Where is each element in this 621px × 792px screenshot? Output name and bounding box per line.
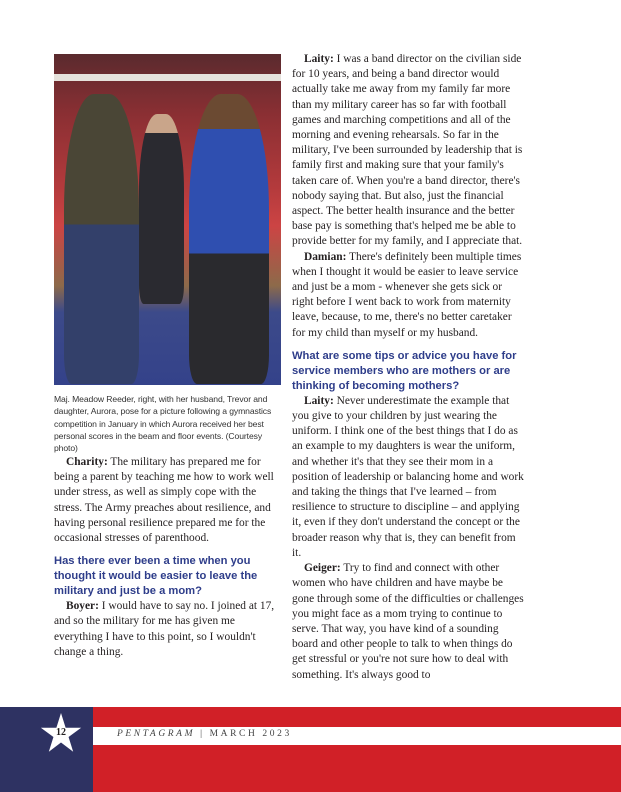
paragraph-text: Try to find and connect with other women who have children and have maybe be gone through some of the difficulties or challenges you might face as a mom trying to continue to serve. That way, you have kind of a sounding board and other people to talk to when things do get stressful or you're not sure how to deal with something. It's always good to [292, 562, 524, 681]
paragraph-text: I was a band director on the civilian side for 10 years, and being a band director would actually take me away from my family far more than my military career has so far with football games and marching competitions and all of the morning and evening rehearsals. So far in the military, I've been surrounded by leadership that is family first and making sure that your family's taken care of. When you're a band director, there's nobody saying that. But also, just the financial aspect. The better health insurance and the better base pay is something that's helped me be able to provide better for my family, and I appreciate that. [292, 53, 523, 248]
paragraph [292, 52, 526, 250]
speaker-name: Laity: [304, 53, 334, 65]
paragraph-text: There's definitely been multiple times when I thought it would be easier to leave service and just be a mom - whenever she gets sick or right before I went back to work from maternity leave, because, to me, there's no better caretaker for my child than myself or my husband. [292, 250, 522, 339]
question-heading: Has there ever been a time when you thought it would be easier to leave the military and just be a mom? [54, 555, 258, 598]
question-heading: What are some tips or advice you have for service members who are mothers or are thinking of becoming mothers? [292, 349, 517, 392]
separator: | [200, 729, 205, 739]
paragraph [54, 455, 286, 546]
paragraph-text: I would have to say no. I joined at 17, and so the military for me has given me everything I have to this point, so I wouldn't change a thing. [54, 600, 275, 658]
right-column [292, 52, 526, 683]
paragraph [292, 394, 526, 561]
speaker-name: Laity: [304, 394, 334, 407]
photo-figure-daughter [139, 114, 184, 304]
speaker-name: Damian: [304, 250, 347, 263]
speaker-name: Charity: [66, 456, 108, 468]
page-footer [0, 707, 621, 792]
paragraph-text: The military has prepared me for being a parent by teaching me how to work well under stress, as well as simply cope with the stress. The Army preaches about resilience, and having personal resilience prepared me for the occasional stresses of parenthood. [54, 456, 274, 545]
paragraph [292, 561, 526, 683]
family-photo [54, 54, 281, 385]
photo-figure-mother [189, 94, 269, 384]
masthead [117, 729, 292, 739]
speaker-name: Geiger: [304, 562, 341, 575]
page-number: 12 [56, 727, 66, 738]
photo-caption: Maj. Meadow Reeder, right, with her husband, Trevor and daughter, Aurora, pose for a picture following a gymnastics competition in January in which Aurora received her best personal scores in the beam and floor events. (Courtesy photo) [54, 394, 272, 454]
photo-figure-father [64, 94, 139, 384]
speaker-name: Boyer: [66, 600, 99, 613]
gymnastics-bar [54, 74, 281, 81]
paragraph [54, 599, 286, 660]
left-column [54, 455, 286, 660]
publication-name: PENTAGRAM [117, 729, 196, 739]
footer-navy-block [0, 707, 93, 792]
paragraph-text: Never underestimate the example that you give to your children by just wearing the uniform. I think one of the best things that I do as an example to my daughters is wear the uniform, and whether it's that they see their mom in a position of leadership or balancing home and work and taking the things that I've learned – from resilience to structure to discipline – and applying it, even if they don't understand the concept or the broader reason why that is, they can benefit from it. [292, 394, 524, 559]
paragraph [292, 250, 526, 341]
issue-date: MARCH 2023 [209, 729, 292, 739]
